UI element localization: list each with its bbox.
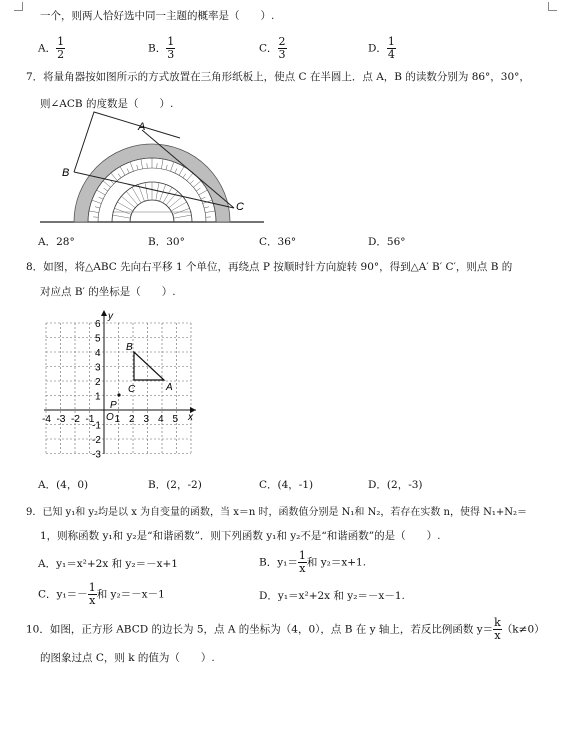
protractor-ray <box>126 191 138 205</box>
x-tick-label: -2 <box>71 414 80 425</box>
x-tick-label: 2 <box>129 414 135 425</box>
protractor-tick <box>127 169 129 174</box>
protractor-ray <box>117 202 133 211</box>
label-c: C <box>236 201 244 213</box>
y-tick-label: 1 <box>95 391 101 403</box>
protractor-figure <box>38 110 268 228</box>
protractor-tick <box>205 211 215 213</box>
x-tick-label: -4 <box>42 414 51 425</box>
x-tick-label: 3 <box>143 414 150 425</box>
protractor-tick <box>199 190 208 195</box>
protractor-tick <box>89 211 99 213</box>
protractor-ray <box>145 183 148 201</box>
protractor-tick <box>179 167 184 176</box>
y-tick-label: -2 <box>92 435 101 446</box>
protractor-tick <box>118 174 121 178</box>
protractor-ray <box>173 208 190 214</box>
protractor-tick <box>201 197 206 199</box>
x-axis-label: x <box>188 412 193 423</box>
y-tick-label: 6 <box>95 319 101 330</box>
q9-option-a: A．y₁＝x²+2x 和 y₂＝－x+1 <box>38 558 178 570</box>
point-p-label: P <box>110 400 117 411</box>
y-tick-label: -1 <box>92 420 101 432</box>
q6-text: 一个，则两人恰好选中同一主题的概率是（ ）. <box>40 10 275 22</box>
protractor-ray <box>113 215 131 218</box>
protractor-ray <box>171 202 187 211</box>
label-b: B <box>62 167 70 179</box>
protractor-tick <box>196 188 200 191</box>
origin-label: O <box>106 412 114 423</box>
q7-line1: 7．将量角器按如图所示的方式放置在三角形纸板上，使点 C 在半圆上．点 A，B 的读数分别为 86°，30°， <box>26 71 530 83</box>
protractor-ray <box>132 187 141 203</box>
q8-option-d: D．(2，-3) <box>368 479 423 491</box>
point-a-label: A <box>166 382 173 393</box>
protractor-tick <box>170 162 173 171</box>
q9-option-b: B．y₁＝ $\frac{1}{x}$ 和 y₂＝x+1. <box>259 549 367 575</box>
q9-option-d: D．y₁＝x²+2x 和 y₂＝－x－1. <box>259 590 405 602</box>
protractor-tick <box>183 174 186 178</box>
y-tick-label: 5 <box>95 333 101 345</box>
protractor-tick <box>95 207 100 208</box>
protractor-tick <box>190 180 194 184</box>
q7-option-c: C．36° <box>259 236 297 248</box>
protractor-ray <box>114 208 131 214</box>
protractor-ray <box>174 215 192 218</box>
q7-option-b: B．30° <box>148 236 185 248</box>
protractor-tick <box>130 162 133 171</box>
protractor-tick <box>204 207 209 208</box>
protractor-ray <box>169 196 183 208</box>
protractor-ray <box>121 196 135 208</box>
q8-line1: 8．如图，将△ABC 先向右平移 1 个单位，再绕点 P 按顺时针方向旋转 90°，得到△A′ B′ C′，则点 B 的 <box>26 261 513 273</box>
q9-line1: 9．已知 y₁和 y₂均是以 x 为自变量的函数，当 x＝n 时，函数值分别是 N₁和 N₂，若存在实数 n，使得 N₁+N₂＝ <box>26 507 528 518</box>
q6-option-b: B． $\frac{1}{3}$ <box>148 35 175 61</box>
crop-mark-top-left <box>14 2 23 11</box>
q9-option-c: C．y₁＝－ $\frac{1}{x}$ 和 y₂＝－x－1 <box>38 581 165 607</box>
grid-figure <box>40 306 200 458</box>
x-tick-label: 5 <box>172 414 179 425</box>
q6-option-d: D． $\frac{1}{4}$ <box>368 35 395 61</box>
protractor-tick <box>99 197 104 199</box>
q8-option-b: B．(2，-2) <box>148 479 202 491</box>
crop-mark-top-right <box>548 2 557 11</box>
x-tick-label: -1 <box>85 414 95 425</box>
protractor-tick <box>141 159 143 169</box>
q8-line2: 对应点 B′ 的坐标是（ ）. <box>40 286 176 298</box>
y-tick-label: 3 <box>95 362 101 374</box>
q9-line2: 1，则称函数 y₁和 y₂是“和谐函数”．则下列函数 y₁和 y₂不是“和谐函数”的是（ ）. <box>40 530 441 542</box>
protractor-tick <box>92 200 101 203</box>
y-tick-label: 2 <box>95 377 101 388</box>
point-c-label: C <box>128 384 136 395</box>
x-tick-label: 1 <box>114 414 121 425</box>
protractor-tick <box>103 181 111 187</box>
protractor-tick <box>175 169 177 174</box>
q8-option-a: A．(4，0) <box>38 479 89 491</box>
protractor-tick <box>137 165 138 170</box>
q7-option-a: A．28° <box>38 236 75 248</box>
y-axis-label: y <box>108 311 113 322</box>
x-tick-label: 4 <box>158 414 164 425</box>
y-tick-label: 4 <box>95 348 101 359</box>
protractor-tick <box>111 173 117 181</box>
q6-option-a: A． $\frac{1}{2}$ <box>38 35 65 61</box>
q7-line2: 则∠ACB 的度数是（ ）. <box>40 98 174 110</box>
point-b-label: B <box>126 342 133 353</box>
protractor-tick <box>104 188 108 191</box>
q10-line1: 10．如图，正方形 ABCD 的边长为 5，点 A 的坐标为（4，0），点 B 在 y 轴上，若反比例函数 y＝ $\frac{k}{x}$ （k≠0） <box>26 616 545 642</box>
q6-option-c: C． $\frac{2}{3}$ <box>259 35 286 61</box>
protractor-tick <box>187 173 193 181</box>
label-a: A <box>138 121 146 133</box>
q7-option-d: D．56° <box>368 236 406 248</box>
protractor-tick <box>97 190 106 195</box>
q8-option-c: C．(4，-1) <box>259 479 314 491</box>
y-tick-label: -3 <box>92 449 101 458</box>
protractor-tick <box>120 167 125 176</box>
q10-line2: 的图象过点 C，则 k 的值为（ ）. <box>40 652 215 664</box>
protractor-tick <box>166 165 167 170</box>
protractor-tick <box>193 181 201 187</box>
protractor-tick <box>161 159 163 169</box>
x-tick-label: -3 <box>56 414 66 425</box>
protractor-ray <box>163 187 172 203</box>
